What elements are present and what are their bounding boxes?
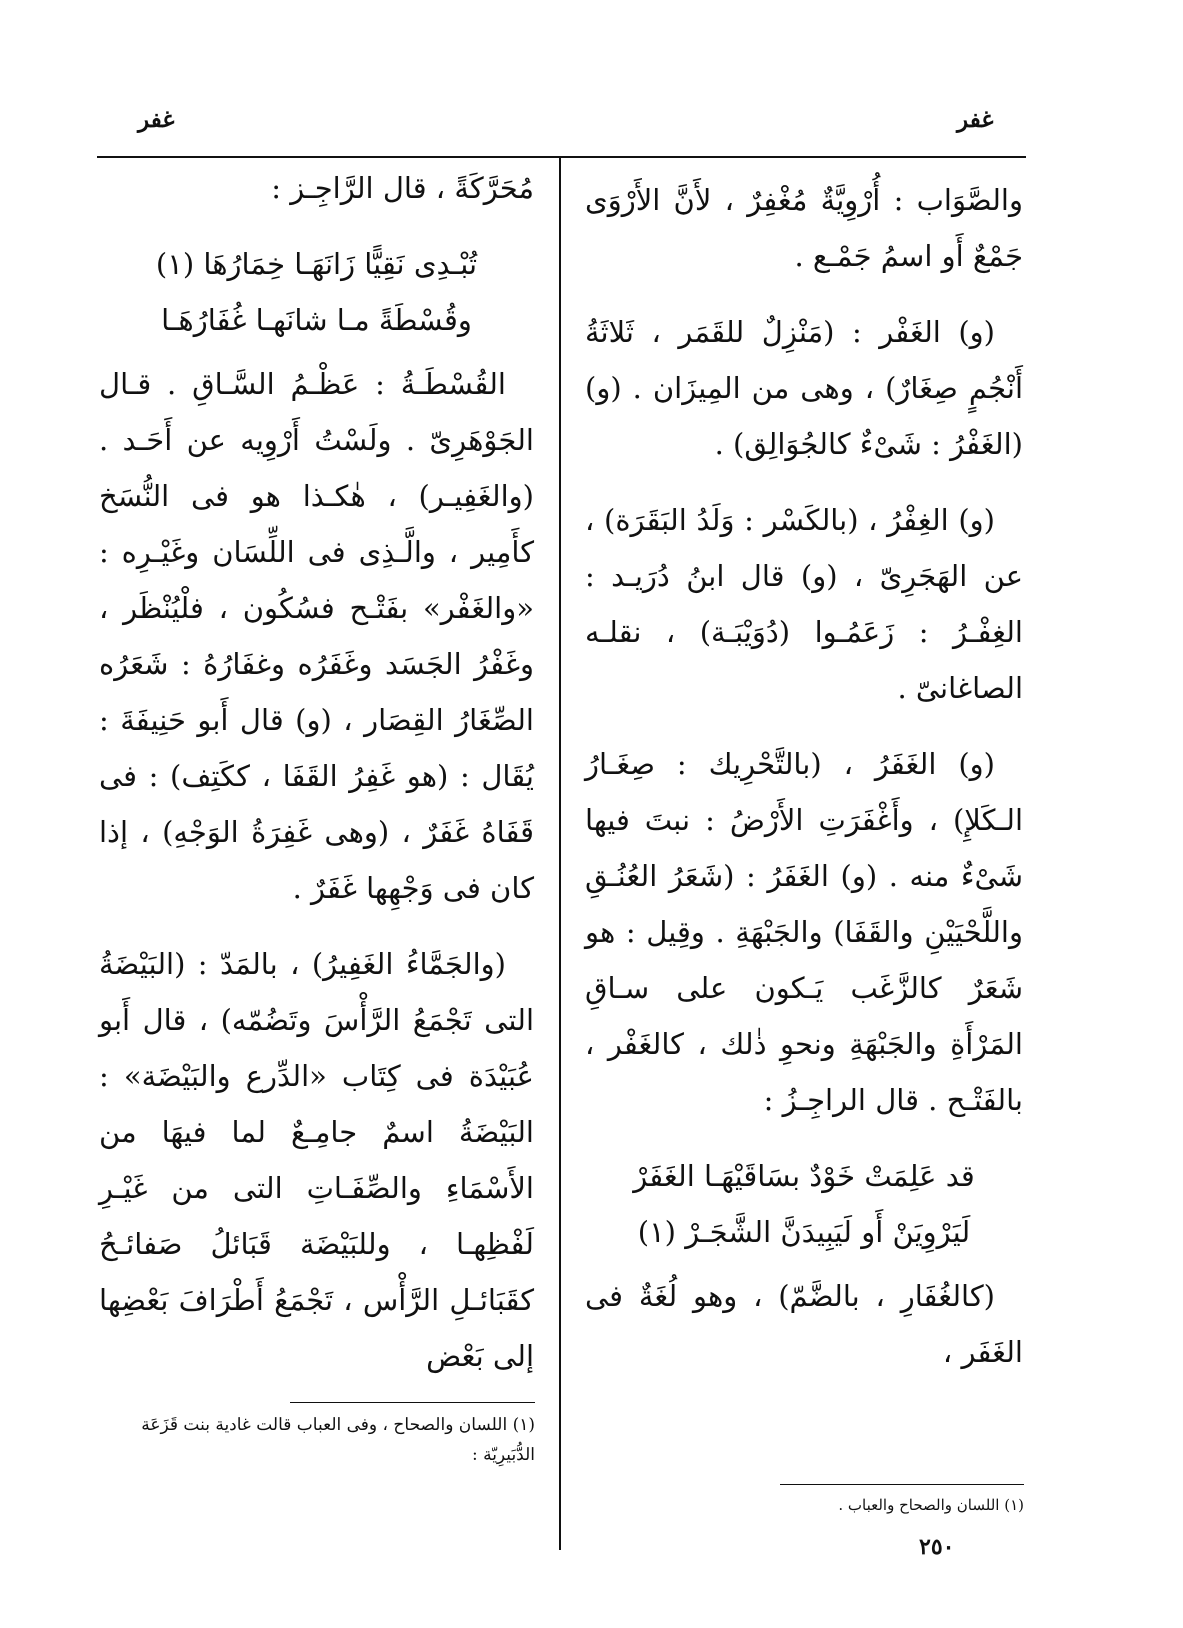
left-verse (99, 236, 534, 348)
page-number: ٢٥٠ (919, 1534, 955, 1560)
left-verse-line-1: تُبْـدِى نَقِيًّا زَانَهَـا خِمَارُهَا (١) (155, 247, 478, 281)
left-paragraph-3: (والجَمَّاءُ الغَفِيرُ) ، بالمَدّ : (البَيْضَةُ التى تَجْمَعُ الرَّأْسَ وتَضُمّه) ، قال أَبو عُبَيْدَة فى كِتَاب «الدِّرع والبَيْضَة» : البَيْضَةُ اسمٌ جامِـعٌ لما فيهَا من الأَسْمَاءِ والصِّفَـاتِ التى من غَيْـرِ لَفْظِهـا ، وللبَيْضَة قَبَائلُ صَفائـحُ كقَبَائـلِ الرَّأْس ، تَجْمَعُ أَطْرَافَ بَعْضِها إلى بَعْض (99, 947, 534, 1373)
running-header-right: غفر (957, 106, 994, 133)
left-footnote: (١) اللسان والصحاح ، وفى العباب قالت غادية بنت قَزَعَة الدُّبَيرِيّة : (141, 1415, 535, 1465)
right-footnote: (١) اللسان والصحاح والعباب . (838, 1496, 1024, 1514)
right-column (585, 172, 1023, 1400)
right-verse (585, 1148, 1023, 1260)
left-footnote-rule (290, 1402, 535, 1403)
left-column (99, 160, 534, 1404)
column-divider (559, 158, 561, 1550)
right-footnote-rule (780, 1484, 1024, 1485)
left-verse-line-2: وقُسْطَةً مـا شانَهـا غُفَارُهَـا (161, 303, 472, 337)
header-rule (97, 156, 1026, 158)
right-paragraph-1: والصَّوَاب : أُرْوِيَّةٌ مُغْفِرٌ ، لأَنَّ الأَرْوَى جَمْعٌ أَو اسمُ جَمْـع . (585, 183, 1023, 273)
right-verse-line-1: قد عَلِمَتْ خَوْدٌ بسَاقَيْهَـا الغَفَرْ (633, 1159, 975, 1193)
left-paragraph-2: القُسْطَـةُ : عَظْـمُ السَّـاقِ . قـال الجَوْهَرِىّ . ولَسْتُ أَرْوِيه عن أَحَـد . (والغَفِيـر) ، هٰكـذا هو فى النُّسَخ كأَمِير ، والَّـذِى فى اللِّسَان وغَيْـرِه : «والغَفْر» بفَتْـح فسُكُون ، فلْيُنْظَر ، وغَفْرُ الجَسَد وغَفَرُه وغفَارُهُ : شَعَرُه الصِّغَارُ القِصَار ، (و) قال أَبو حَنِيفَةَ : يُقَال : (هو غَفِرُ القَفَا ، ككَتِف) : فى قَفَاهُ غَفَرٌ ، (وهى غَفِرَةُ الوَجْهِ) ، إذا كان فى وَجْهِها غَفَرٌ . (99, 367, 534, 905)
right-verse-line-2: لَيَرْوِيَنْ أَو لَيَبِيدَنَّ الشَّجَـرْ (١) (637, 1215, 971, 1249)
right-paragraph-5: (كالغُفَارِ ، بالضَّمّ) ، وهو لُغَةٌ فى الغَفَر ، (585, 1279, 1023, 1369)
right-paragraph-3: (و) الغِفْرُ ، (بالكَسْر : وَلَدُ البَقَرَة) ، عن الهَجَرِىّ ، (و) قال ابنُ دُرَيـد : الغِفْـرُ : زَعَمُـوا (دُوَيْبَـة) ، نقلـه الصاغانىّ . (585, 503, 1023, 705)
left-paragraph-1: مُحَرَّكَةً ، قال الرَّاجِـز : (271, 171, 534, 205)
running-header-left: غفر (138, 106, 175, 133)
right-paragraph-4: (و) الغَفَرُ ، (بالتَّحْرِيك : صِغَـارُ الـكَلإِ) ، وأَغْفَرَتِ الأَرْضُ : نبتَ فيها شَىْءٌ منه . (و) الغَفَرُ : (شَعَرُ العُنُـقِ واللَّحْيَيْنِ والقَفَا) والجَبْهَةِ . وقِيل : هو شَعَرٌ كالزَّغَب يَـكون على سـاقِ المَرْأَةِ والجَبْهَةِ ونحوِ ذٰلك ، كالغَفْر ، بالفَتْـح . قال الراجِـزُ : (585, 747, 1023, 1117)
right-paragraph-2: (و) الغَفْر : (مَنْزِلٌ للقَمَر ، ثَلاثَةُ أَنْجُمٍ صِغَارٌ) ، وهى من المِيزَان . (و) (الغَفْرُ : شَىْءٌ كالجُوَالِق) . (585, 315, 1023, 461)
